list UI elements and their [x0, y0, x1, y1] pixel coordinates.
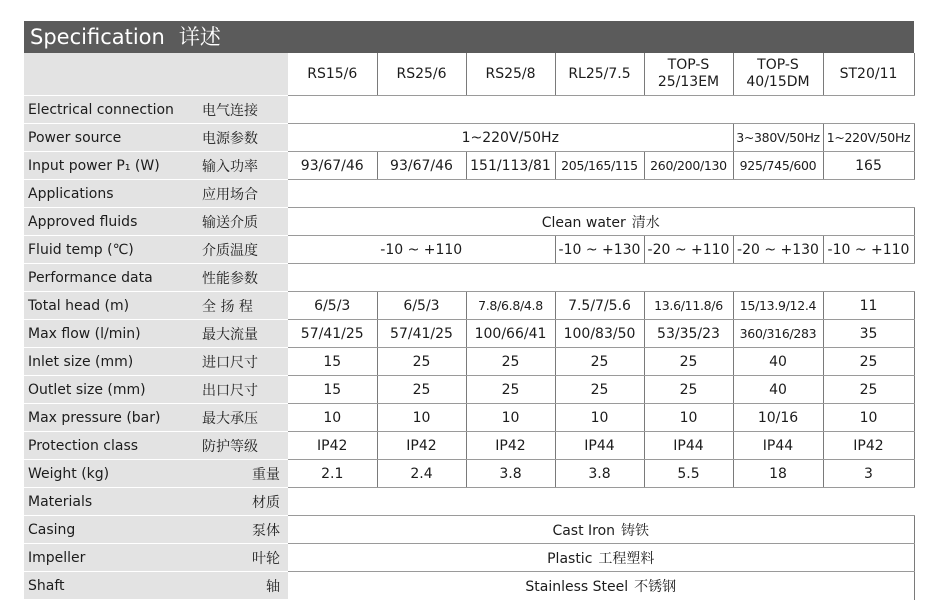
row-protection-class	[24, 432, 914, 460]
value-cn: 不锈钢	[634, 578, 677, 595]
cell-value: 100/66/41	[466, 320, 555, 348]
row-label-en: Inlet size (mm)	[24, 348, 196, 376]
row-label-cn: 防护等级	[196, 432, 288, 460]
cell-value: 15/13.9/12.4	[733, 292, 823, 320]
cell-value: 10	[288, 404, 377, 432]
cell-value: 260/200/130	[644, 152, 733, 180]
cell-value: 15	[288, 348, 377, 376]
row-label-cn: 全 扬 程	[196, 292, 288, 320]
cell-value: -10 ~ +130	[555, 236, 644, 264]
row-approved-fluids	[24, 208, 914, 236]
value-cn: 铸铁	[621, 522, 650, 539]
cell-value: 93/67/46	[288, 152, 377, 180]
cell-value: -20 ~ +110	[644, 236, 733, 264]
row-label-en: Casing	[24, 516, 196, 544]
row-shaft	[24, 572, 914, 600]
model-header: RS15/6	[288, 53, 377, 96]
row-label-cn: 最大流量	[196, 320, 288, 348]
row-label-cn: 叶轮	[196, 544, 288, 572]
value-en: Cast Iron	[552, 522, 616, 539]
row-label-en: Input power P₁ (W)	[24, 152, 196, 180]
cell-value: -20 ~ +130	[733, 236, 823, 264]
cell-value: 25	[644, 376, 733, 404]
cell-value: 53/35/23	[644, 320, 733, 348]
row-casing	[24, 516, 914, 544]
value-en: Clean water	[541, 214, 626, 231]
row-label-cn: 重量	[196, 460, 288, 488]
row-label-cn: 出口尺寸	[196, 376, 288, 404]
row-label-cn: 材质	[196, 488, 288, 516]
row-max-flow	[24, 320, 914, 348]
section-row-electrical	[24, 96, 914, 124]
cell-value: 10	[377, 404, 466, 432]
row-label-cn: 泵体	[196, 516, 288, 544]
cell-value: 3	[823, 460, 914, 488]
cell-value: 57/41/25	[377, 320, 466, 348]
row-label-cn: 性能参数	[196, 264, 288, 292]
row-label-cn: 电源参数	[196, 124, 288, 152]
cell-value: 151/113/81	[466, 152, 555, 180]
model-header: TOP-S 25/13EM	[644, 53, 733, 96]
cell-value: 10	[823, 404, 914, 432]
cell-value: 7.8/6.8/4.8	[466, 292, 555, 320]
row-label-cn: 电气连接	[196, 96, 288, 124]
cell-value: IP42	[466, 432, 555, 460]
power-source-value: 1~220V/50Hz	[823, 124, 914, 152]
cell-value: 165	[823, 152, 914, 180]
cell-value: -10 ~ +110	[288, 236, 555, 264]
cell-value: 10	[644, 404, 733, 432]
cell-value: 25	[644, 348, 733, 376]
cell-value: IP42	[288, 432, 377, 460]
value-cn: 工程塑料	[598, 550, 655, 567]
cell-value: 100/83/50	[555, 320, 644, 348]
row-inlet-size	[24, 348, 914, 376]
cell-value: 57/41/25	[288, 320, 377, 348]
shaft-value	[288, 572, 914, 600]
impeller-value	[288, 544, 914, 572]
value-cn: 清水	[631, 214, 660, 231]
cell-value: 40	[733, 348, 823, 376]
row-label-en: Materials	[24, 488, 196, 516]
section-blank	[288, 96, 914, 124]
row-label-en: Applications	[24, 180, 196, 208]
value-en: Plastic	[547, 550, 593, 567]
section-blank	[288, 488, 914, 516]
cell-value: IP42	[377, 432, 466, 460]
cell-value: 25	[555, 348, 644, 376]
row-input-power	[24, 152, 914, 180]
cell-value: 15	[288, 376, 377, 404]
row-power-source	[24, 124, 914, 152]
row-label-en: Max flow (l/min)	[24, 320, 196, 348]
cell-value: 2.1	[288, 460, 377, 488]
section-row-performance	[24, 264, 914, 292]
row-label-en: Total head (m)	[24, 292, 196, 320]
row-label-en: Shaft	[24, 572, 196, 600]
cell-value: 25	[823, 376, 914, 404]
cell-value: 25	[377, 376, 466, 404]
cell-value: 13.6/11.8/6	[644, 292, 733, 320]
section-row-materials	[24, 488, 914, 516]
cell-value: 6/5/3	[377, 292, 466, 320]
cell-value: 10/16	[733, 404, 823, 432]
row-label-cn: 最大承压	[196, 404, 288, 432]
cell-value: 10	[466, 404, 555, 432]
row-label-en: Performance data	[24, 264, 196, 292]
value-en: Stainless Steel	[525, 578, 629, 595]
spec-table	[24, 53, 915, 600]
cell-value: IP42	[823, 432, 914, 460]
row-label-en: Impeller	[24, 544, 196, 572]
cell-value: 18	[733, 460, 823, 488]
row-label-en: Protection class	[24, 432, 196, 460]
cell-value: 7.5/7/5.6	[555, 292, 644, 320]
row-total-head	[24, 292, 914, 320]
cell-value: 2.4	[377, 460, 466, 488]
power-source-value: 3~380V/50Hz	[733, 124, 823, 152]
row-label-en: Fluid temp (℃)	[24, 236, 196, 264]
row-label-en: Power source	[24, 124, 196, 152]
row-label-cn: 进口尺寸	[196, 348, 288, 376]
row-label-cn: 应用场合	[196, 180, 288, 208]
cell-value: IP44	[555, 432, 644, 460]
row-label-cn: 介质温度	[196, 236, 288, 264]
cell-value: 40	[733, 376, 823, 404]
header-blank-cn	[196, 53, 288, 96]
cell-value: -10 ~ +110	[823, 236, 914, 264]
header-blank-en	[24, 53, 196, 96]
row-label-en: Approved fluids	[24, 208, 196, 236]
row-fluid-temp	[24, 236, 914, 264]
section-blank	[288, 180, 914, 208]
cell-value: 25	[555, 376, 644, 404]
cell-value: 3.8	[555, 460, 644, 488]
row-label-cn: 轴	[196, 572, 288, 600]
cell-value: 25	[466, 348, 555, 376]
title-cn: 详述	[178, 25, 221, 49]
model-header: RS25/6	[377, 53, 466, 96]
row-weight	[24, 460, 914, 488]
cell-value: IP44	[733, 432, 823, 460]
model-header: TOP-S 40/15DM	[733, 53, 823, 96]
row-label-en: Electrical connection	[24, 96, 196, 124]
cell-value: 5.5	[644, 460, 733, 488]
section-blank	[288, 264, 914, 292]
spec-sheet	[24, 21, 914, 600]
cell-value: 3.8	[466, 460, 555, 488]
cell-value: 35	[823, 320, 914, 348]
casing-value	[288, 516, 914, 544]
cell-value: IP44	[644, 432, 733, 460]
title-en: Specification	[30, 25, 165, 49]
fluids-value	[288, 208, 914, 236]
cell-value: 10	[555, 404, 644, 432]
row-max-pressure	[24, 404, 914, 432]
row-outlet-size	[24, 376, 914, 404]
row-label-en: Outlet size (mm)	[24, 376, 196, 404]
model-header-row	[24, 53, 914, 96]
row-label-en: Weight (kg)	[24, 460, 196, 488]
row-label-cn: 输入功率	[196, 152, 288, 180]
cell-value: 11	[823, 292, 914, 320]
cell-value: 25	[823, 348, 914, 376]
cell-value: 25	[377, 348, 466, 376]
model-header: ST20/11	[823, 53, 914, 96]
cell-value: 93/67/46	[377, 152, 466, 180]
cell-value: 205/165/115	[555, 152, 644, 180]
power-source-value: 1~220V/50Hz	[288, 124, 733, 152]
title-bar	[24, 21, 914, 53]
cell-value: 925/745/600	[733, 152, 823, 180]
model-header: RS25/8	[466, 53, 555, 96]
model-header: RL25/7.5	[555, 53, 644, 96]
row-impeller	[24, 544, 914, 572]
cell-value: 6/5/3	[288, 292, 377, 320]
row-label-en: Max pressure (bar)	[24, 404, 196, 432]
section-row-applications	[24, 180, 914, 208]
cell-value: 25	[466, 376, 555, 404]
cell-value: 360/316/283	[733, 320, 823, 348]
row-label-cn: 输送介质	[196, 208, 288, 236]
